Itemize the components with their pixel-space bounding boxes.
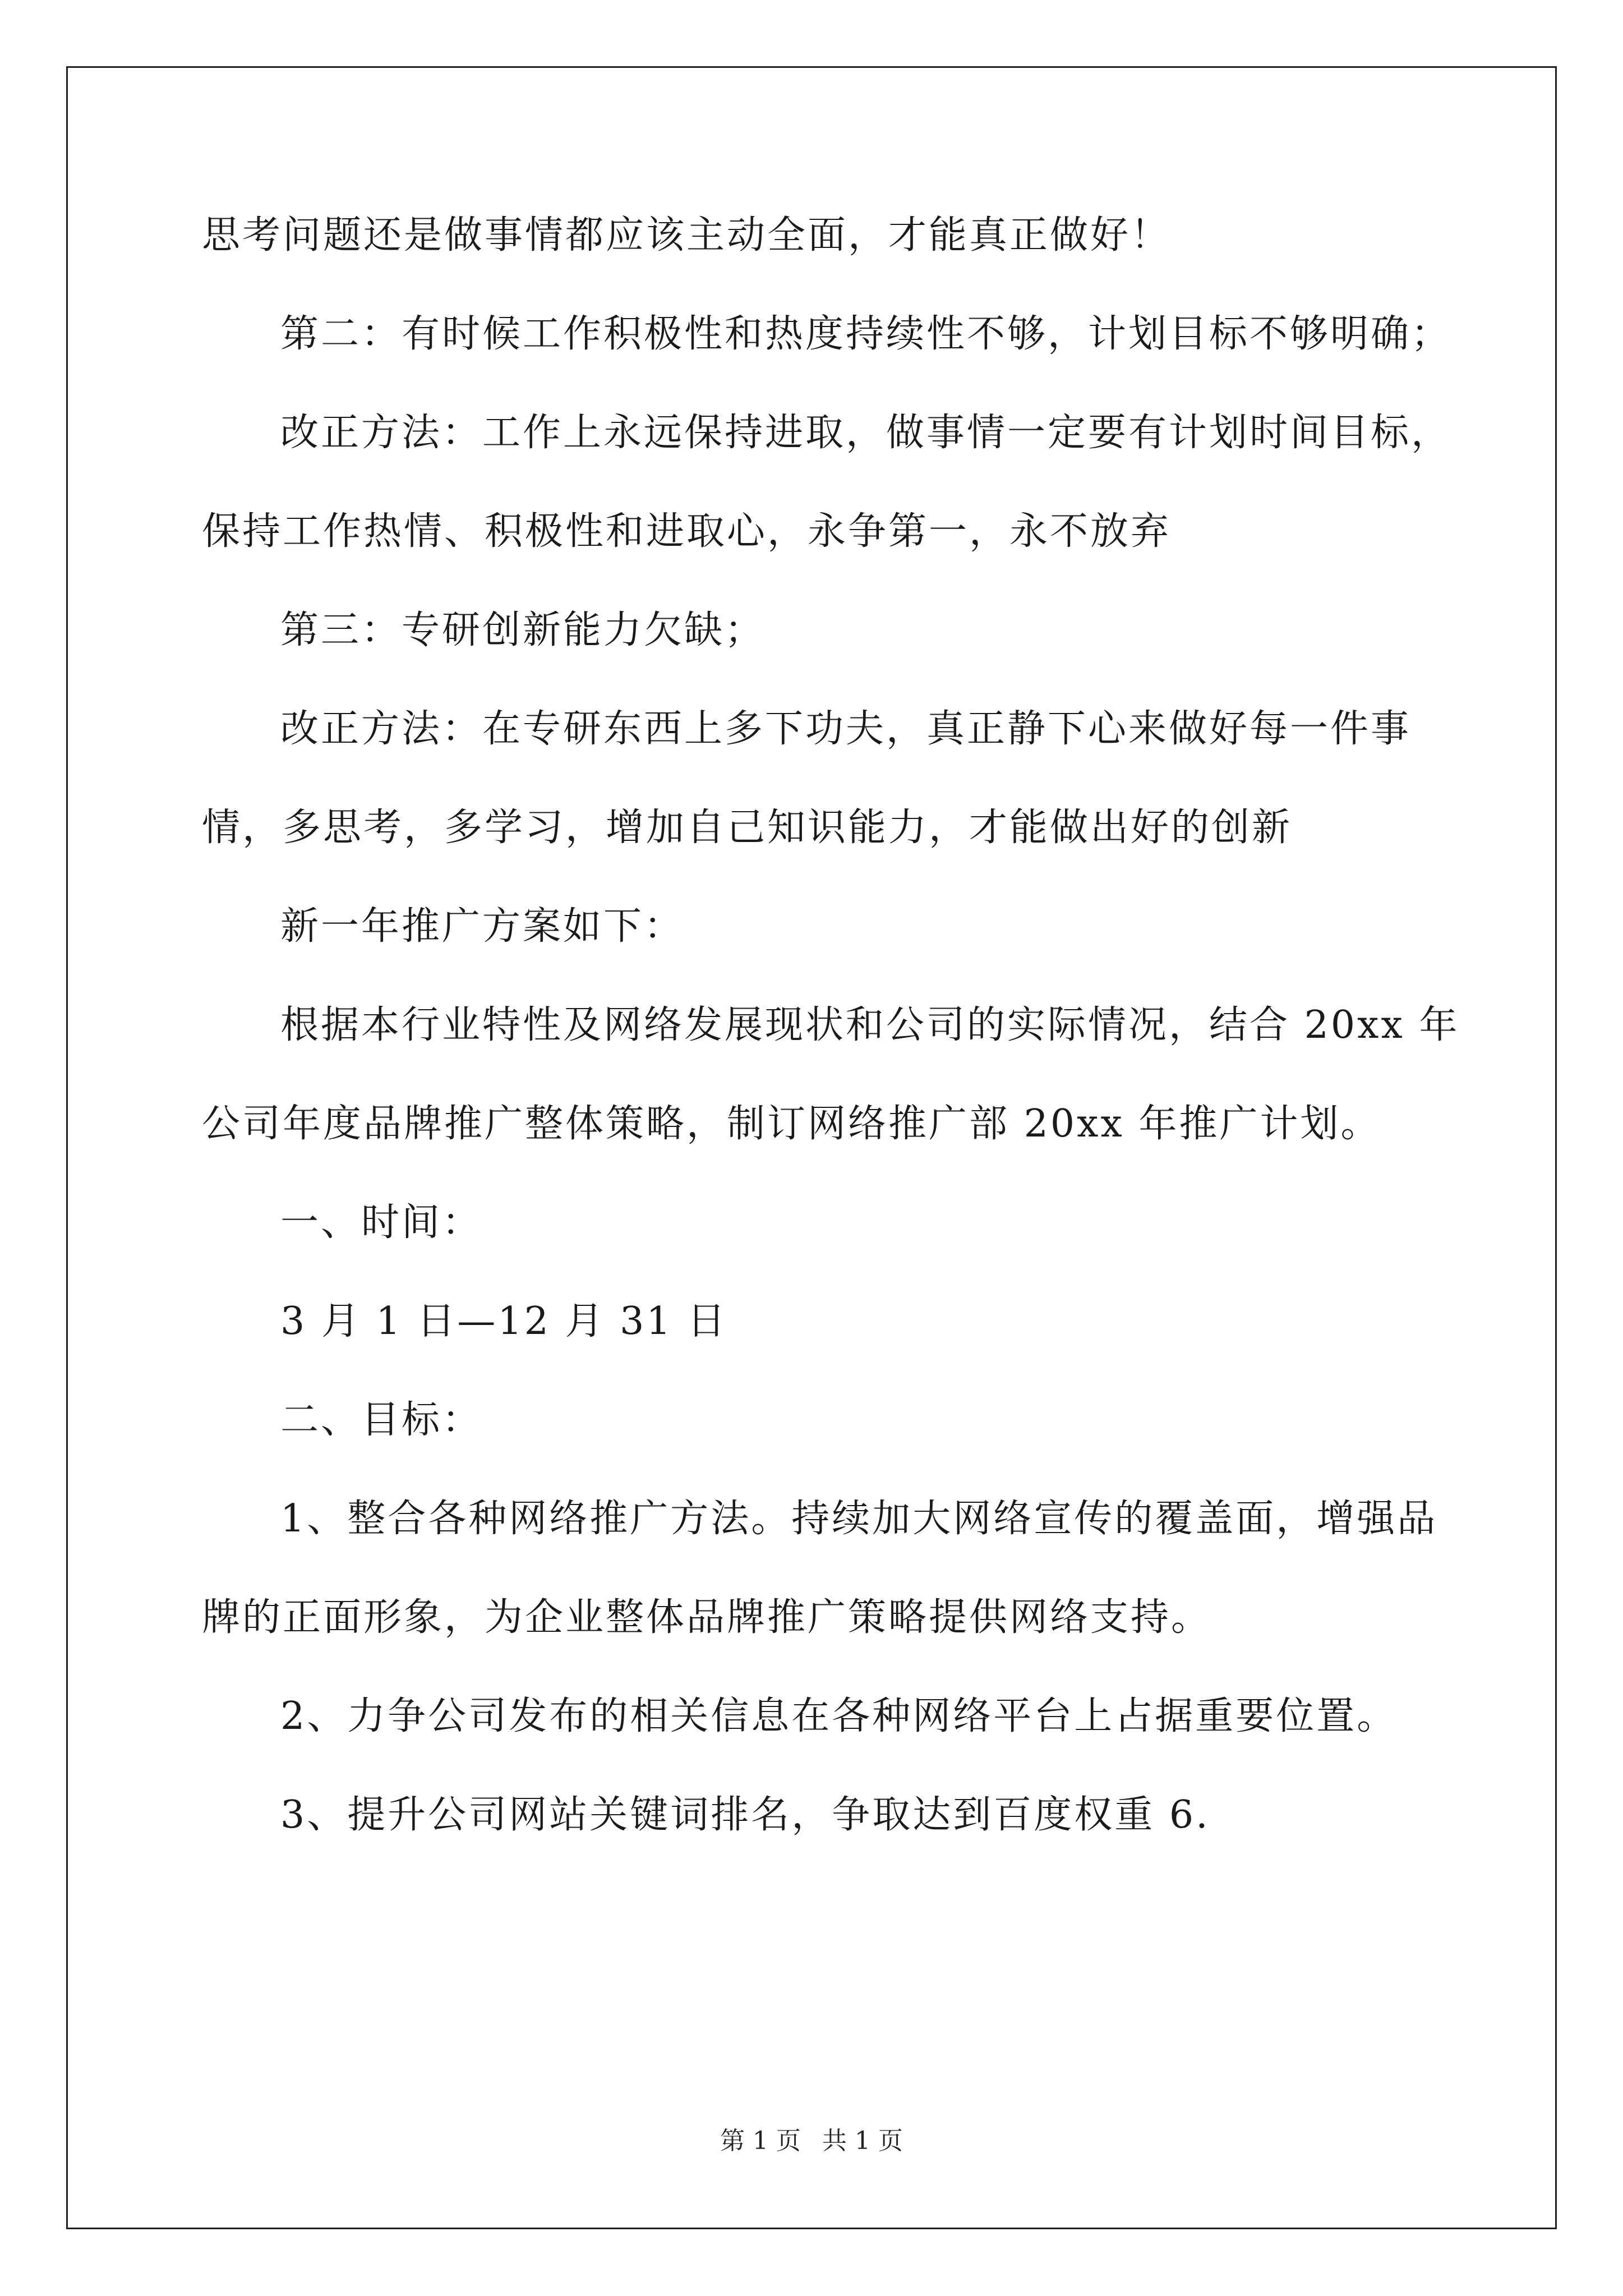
text-line: 思考问题还是做事情都应该主动全面，才能真正做好！ (202, 213, 1172, 257)
text-line: 第三：专研创新能力欠缺； (280, 608, 766, 652)
text-line: 保持工作热情、积极性和进取心，永争第一，永不放弃 (202, 509, 1172, 554)
text-line: 根据本行业特性及网络发展现状和公司的实际情况，结合 20xx 年 (280, 1003, 1460, 1047)
text-line: 公司年度品牌推广整体策略，制订网络推广部 20xx 年推广计划。 (202, 1102, 1381, 1146)
text-line: 改正方法：在专研东西上多下功夫，真正静下心来做好每一件事 (280, 707, 1412, 751)
text-line: 新一年推广方案如下： (280, 904, 685, 949)
text-line: 情，多思考，多学习，增加自己知识能力，才能做出好的创新 (202, 806, 1293, 850)
page-total: 共 1 页 (822, 2127, 903, 2155)
text-line: 2、力争公司发布的相关信息在各种网络平台上占据重要位置。 (280, 1694, 1398, 1738)
text-line: 改正方法：工作上永远保持进取，做事情一定要有计划时间目标， (280, 411, 1452, 455)
text-line: 1、整合各种网络推广方法。持续加大网络宣传的覆盖面，增强品 (280, 1497, 1438, 1541)
text-line: 第二：有时候工作积极性和热度持续性不够，计划目标不够明确； (280, 312, 1452, 356)
page-footer (0, 2127, 1623, 2155)
text-line: 3、提升公司网站关键词排名，争取达到百度权重 6. (280, 1793, 1210, 1837)
section-heading: 二、目标： (280, 1398, 483, 1442)
page-border (66, 66, 1557, 2229)
text-line: 牌的正面形象，为企业整体品牌推广策略提供网络支持。 (202, 1595, 1212, 1640)
text-line: 3 月 1 日—12 月 31 日 (280, 1299, 728, 1343)
page-number: 第 1 页 (720, 2127, 801, 2155)
section-heading: 一、时间： (280, 1200, 483, 1245)
